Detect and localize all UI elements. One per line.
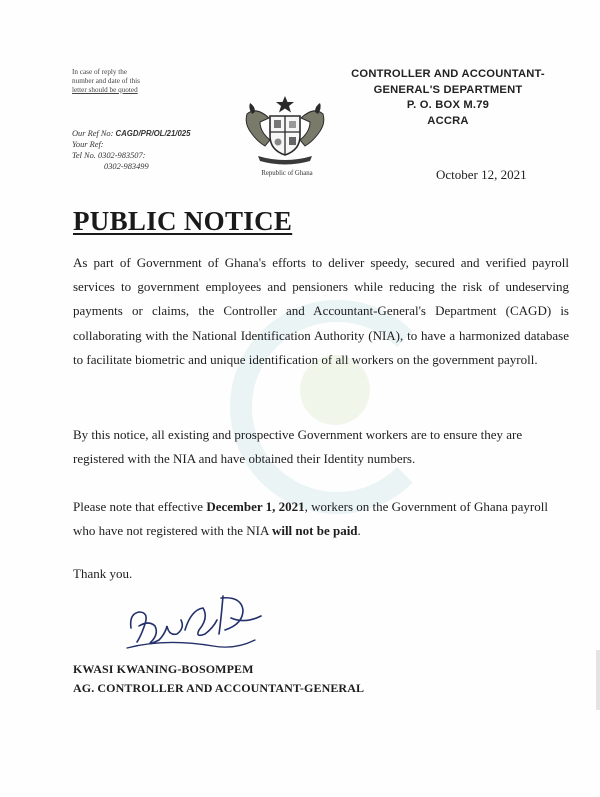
notice-paragraph-3: [73, 495, 569, 543]
handwritten-signature: [125, 590, 275, 662]
paragraph-3-text: , workers on the Government of Ghana payroll: [304, 499, 548, 514]
paragraph-2-line: By this notice, all existing and prospective Government workers are to ensure they are: [73, 427, 523, 442]
notice-paragraph-1: As part of Government of Ghana's efforts to deliver speedy, secured and verified payroll services to government employees and pensioners while reducing the risk of undeserving payments or claims, the Controller and Accountant-General's Department (CAGD) is collaborating with the National Identification Authority (NIA), to have a harmonized database to facilitate biometric and unique identification of all workers on the government payroll.: [73, 255, 569, 367]
paragraph-3-text: .: [357, 523, 361, 539]
notice-paragraph-2: [73, 423, 569, 471]
department-address: [318, 67, 578, 129]
paragraph-3-text: Please note that effective: [73, 499, 207, 514]
reference-block: [72, 128, 190, 172]
paragraph-2-line: registered with the NIA and have obtained their Identity numbers.: [73, 451, 416, 467]
signatory-name: KWASI KWANING-BOSOMPEM: [73, 662, 254, 676]
signatory-block: [73, 660, 364, 698]
department-line: P. O. BOX M.79: [406, 99, 490, 111]
reply-instruction-note: [72, 68, 192, 95]
reply-note-line: letter should be quoted: [72, 86, 138, 94]
paragraph-3-line-2: [73, 523, 361, 538]
emphasis-text: will not be paid: [271, 523, 358, 539]
tel-line: Tel No. 0302-983507:: [72, 151, 146, 160]
letter-date: October 12, 2021: [436, 167, 527, 182]
our-ref-label: Our Ref No:: [72, 129, 114, 138]
paragraph-3-line-1: [73, 499, 548, 514]
department-line: CONTROLLER AND ACCOUNTANT-: [351, 68, 545, 80]
reply-note-line: In case of reply the: [72, 68, 128, 76]
reply-note-line: number and date of this: [72, 77, 140, 85]
our-ref-line: [72, 128, 190, 139]
signatory-title: AG. CONTROLLER AND ACCOUNTANT-GENERAL: [73, 681, 365, 695]
effective-date: December 1, 2021: [206, 499, 305, 514]
department-line: GENERAL'S DEPARTMENT: [373, 83, 523, 96]
department-line: ACCRA: [427, 114, 469, 127]
coat-of-arms-caption: Republic of Ghana: [261, 170, 313, 177]
notice-title: PUBLIC NOTICE: [73, 206, 293, 236]
paragraph-3-text: who have not registered with the NIA: [73, 523, 272, 539]
tel-second-line: 0302-983499: [104, 162, 149, 171]
our-ref-value: CAGD/PR/OL/21/025: [115, 129, 191, 138]
closing-text: Thank you.: [73, 566, 133, 581]
ghana-coat-of-arms-icon: [240, 94, 330, 166]
page-edge-shadow: [596, 650, 600, 710]
your-ref-line: Your Ref:: [72, 140, 104, 149]
